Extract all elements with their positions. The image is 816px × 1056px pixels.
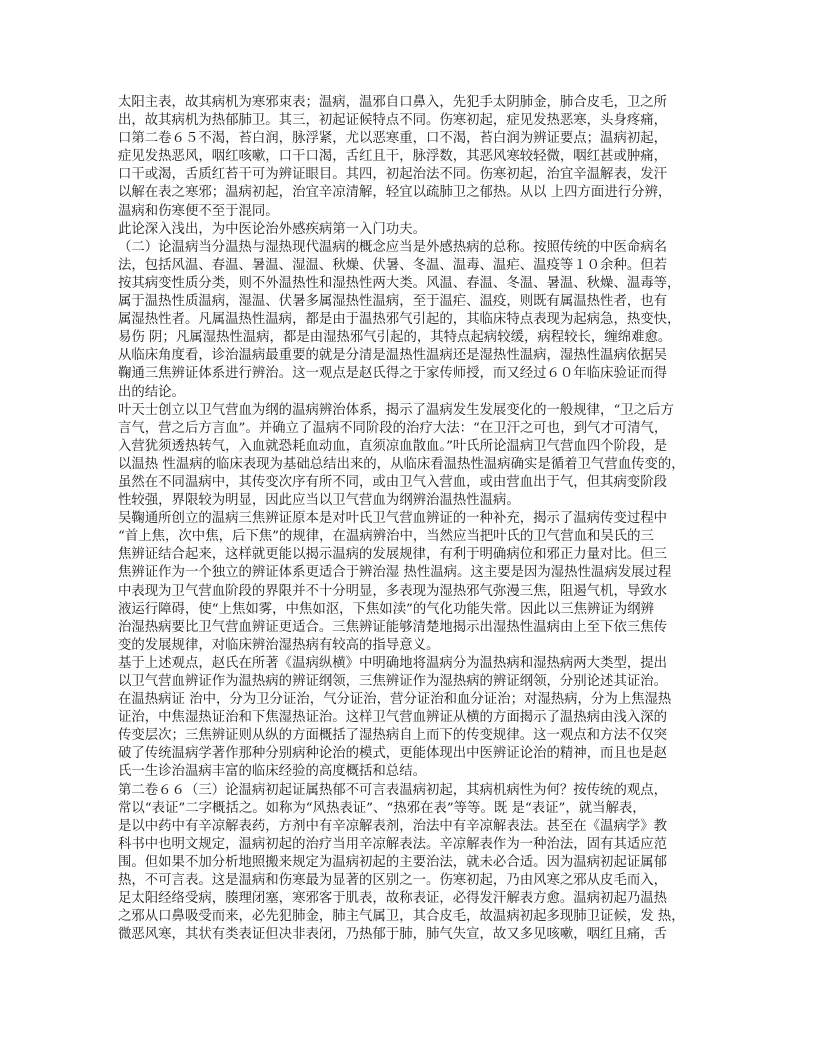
text-line: 鞠通三焦辨证体系进行辨治。这一观点是赵氏得之于家传师授，而又经过６０年临床验证而得 [118, 366, 668, 382]
text-line: 属湿热性者。凡属温热性温病，都是由于温热邪气引起的，其临床特点表现为起病急，热变快， [118, 312, 681, 328]
text-line: 热，不可言表。这是温病和伤寒最为显著的区别之一。伤寒初起，乃由风寒之邪从皮毛而入， [118, 873, 668, 889]
text-line: 吴鞠通所创立的温病三焦辨证原本是对叶氏卫气营血辨证的一种补充，揭示了温病传变过程中 [118, 511, 668, 527]
paragraph [118, 239, 708, 402]
text-line: 温病和伤寒便不至于混同。 [118, 203, 279, 219]
text-line: 中表现为卫气营血阶段的界限并不十分明显，多表现为湿热邪气弥漫三焦，阻遏气机，导致水 [118, 583, 668, 599]
text-line: 科书中也明文规定，温病初起的治疗当用辛凉解表法。辛凉解表作为一种治法，固有其适应范 [118, 836, 668, 852]
text-line: 口第二卷６５不渴，苔白润，脉浮紧，尤以恶寒重，口不渴，苔白润为辨证要点；温病初起， [118, 131, 668, 147]
text-line: 虽然在不同温病中，其传变次序有所不同，或由卫气入营血，或由营血出于气，但其病变阶段 [118, 474, 668, 490]
text-line: 变的发展规律，对临床辨治湿热病有较高的指导意义。 [118, 637, 440, 653]
paragraph [118, 782, 708, 945]
paragraph [118, 94, 708, 221]
text-line: 症见发热恶风，咽红咳嗽，口干口渴，舌红且干，脉浮数，其恶风寒较轻微，咽红甚或肿痛， [118, 149, 668, 165]
text-line: （二）论温病当分温热与湿热现代温病的概念应当是外感热病的总称。按照传统的中医命病名 [118, 239, 668, 255]
text-line: 传变层次；三焦辨证则从纵的方面概括了湿热病自上而下的传变规律。这一观点和方法不仅突 [118, 728, 668, 744]
text-line: 破了传统温病学著作那种分别病种论治的模式，更能体现出中医辨证论治的精神，而且也是赵 [118, 746, 668, 762]
text-line: 之邪从口鼻吸受而来，必先犯肺金，肺主气属卫，其合皮毛，故温病初起多现肺卫证候，发 热， [118, 909, 685, 925]
text-line: 入营犹须透热转气，入血就恐耗血动血，直须凉血散血。”叶氏所论温病卫气营血四个阶段，是 [118, 438, 668, 454]
text-line: 言气，营之后方言血”。并确立了温病不同阶段的治疗大法：“在卫汗之可也，到气才可清气， [118, 420, 668, 436]
text-line: 证治，中焦湿热证治和下焦湿热证治。这样卫气营血辨证从横的方面揭示了温热病由浅入深的 [118, 710, 668, 726]
text-line: 以解在表之寒邪；温病初起，治宜辛凉清解，轻宜以疏肺卫之郁热。从以 上四方面进行分辨， [118, 185, 672, 201]
text-line: 在温热病证 治中，分为卫分证治，气分证治，营分证治和血分证治；对湿热病，分为上焦湿热 [118, 692, 672, 708]
text-line: 出，故其病机为热郁肺卫。其三，初起证候特点不同。伤寒初起，症见发热恶寒，头身疼痛， [118, 113, 668, 129]
text-line: 出的结论。 [118, 384, 185, 400]
text-line: 基于上述观点，赵氏在所著《温病纵横》中明确地将温病分为温热病和湿热病两大类型，提出 [118, 655, 668, 671]
text-line: 氏一生诊治温病丰富的临床经验的高度概括和总结。 [118, 764, 426, 780]
paragraph [118, 221, 708, 239]
text-line: 液运行障碍，使“上焦如雾，中焦如沤，下焦如渎”的气化功能失常。因此以三焦辨证为纲辨 [118, 601, 654, 617]
document-body [118, 94, 708, 944]
text-line: 以温热 性温病的临床表现为基础总结出来的，从临床看温热性温病确实是循着卫气营血传变的， [118, 456, 685, 472]
text-line: 是以中药中有辛凉解表药，方剂中有辛凉解表剂，治法中有辛凉解表法。甚至在《温病学》教 [118, 818, 668, 834]
text-line: 按其病变性质分类，则不外温热性和湿热性两大类。风温、春温、冬温、暑温、秋燥、温毒等， [118, 275, 681, 291]
text-line: 治湿热病要比卫气营血辨证更适合。三焦辨证能够清楚地揭示出湿热性温病由上至下依三焦传 [118, 619, 668, 635]
text-line: 足太阳经络受病，腠理闭塞，寒邪客于肌表，故称表证，必得发汗解表方愈。温病初起乃温热 [118, 891, 668, 907]
text-line: 以卫气营血辨证作为温热病的辨证纲领，三焦辨证作为湿热病的辨证纲领，分别论述其证治。 [118, 674, 668, 689]
text-line: 口干或渴，舌质红苔干可为辨证眼目。其四，初起治法不同。伤寒初起，治宜辛温解表，发汗 [118, 167, 668, 183]
text-line: “首上焦，次中焦，后下焦”的规律，在温病辨治中，当然应当把叶氏的卫气营血和吴氏的三 [118, 529, 654, 545]
text-line: 此论深入浅出，为中医论治外感疾病第一入门功夫。 [118, 221, 426, 237]
text-line: 第二卷６６（三）论温病初起证属热郁不可言表温病初起，其病机病性为何？按传统的观点， [118, 782, 668, 798]
text-line: 法，包括风温、春温、暑温、湿温、秋燥、伏暑、冬温、温毒、温疟、温疫等１０余种。但若 [118, 257, 668, 273]
text-line: 太阳主表，故其病机为寒邪束表；温病，温邪自口鼻入，先犯手太阴肺金，肺合皮毛，卫之所 [118, 95, 668, 110]
text-line: 焦辨证作为一个独立的辨证体系更适合于辨治湿 热性温病。这主要是因为湿热性温病发展过程 [118, 565, 672, 581]
text-line: 常以“表证”二字概括之。如称为“风热表证”、“热邪在表”等等。既 是“表证”，就当解表， [118, 800, 646, 816]
text-line: 易伤 阴；凡属湿热性温病，都是由湿热邪气引起的，其特点起病较缓，病程较长，缠绵难愈。 [118, 330, 672, 346]
paragraph [118, 402, 708, 511]
text-line: 性较强，界限较为明显，因此应当以卫气营血为纲辨治温热性温病。 [118, 493, 520, 509]
text-line: 属于温热性质温病，湿温、伏暑多属湿热性温病，至于温疟、温疫，则既有属温热性者，也有 [118, 294, 668, 310]
text-line: 叶天士创立以卫气营血为纲的温病辨治体系，揭示了温病发生发展变化的一般规律，“卫之后方 [118, 402, 674, 418]
paragraph [118, 510, 708, 655]
text-line: 围。但如果不加分析地照搬来规定为温病初起的主要治法，就未必合适。因为温病初起证属郁 [118, 854, 668, 870]
paragraph [118, 655, 708, 782]
text-line: 焦辨证结合起来，这样就更能以揭示温病的发展规律，有利于明确病位和邪正力量对比。但三 [118, 547, 668, 563]
text-line: 从临床角度看，诊治温病最重要的就是分清是温热性温病还是湿热性温病，湿热性温病依据吴 [118, 348, 668, 364]
text-line: 微恶风寒，其状有类表证但决非表闭，乃热郁于肺，肺气失宣，故又多见咳嗽，咽红且痛，舌 [118, 927, 668, 943]
